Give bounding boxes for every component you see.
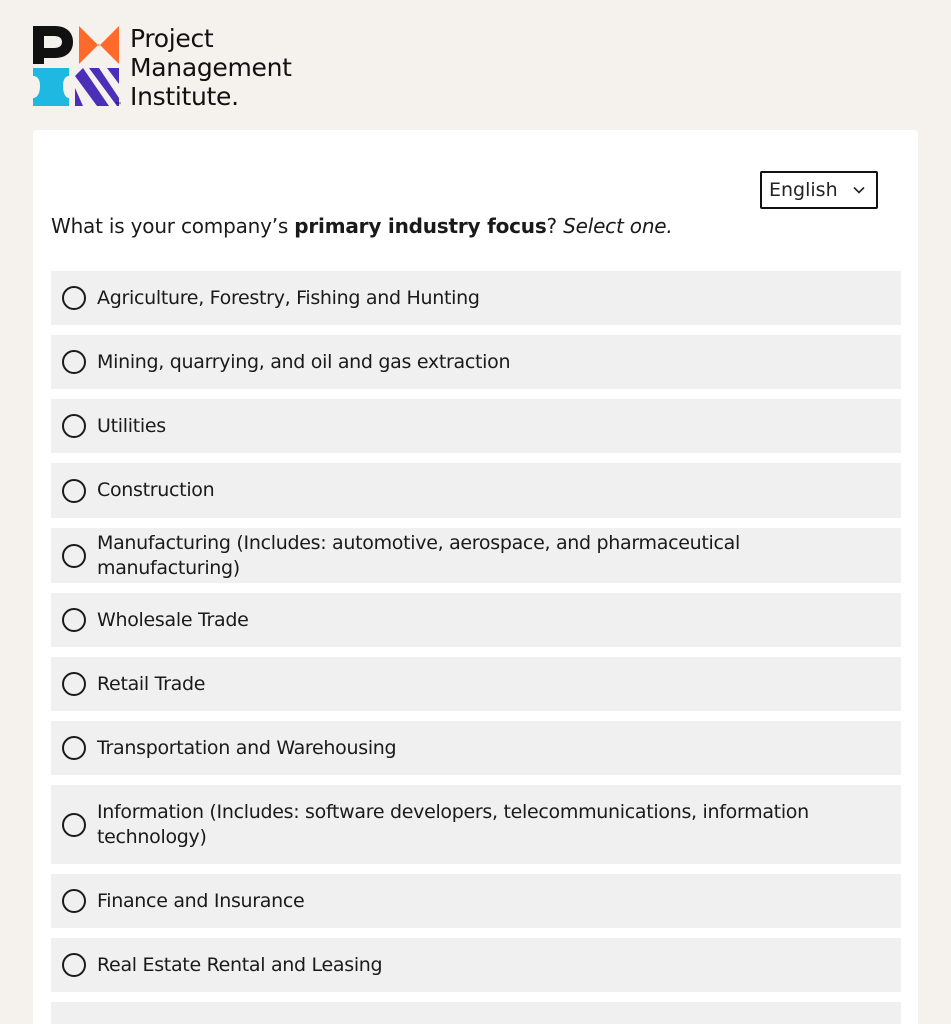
- question-emphasis: primary industry focus: [294, 214, 547, 238]
- radio-button[interactable]: [62, 889, 86, 913]
- trademark-mark: ™: [115, 102, 121, 108]
- radio-button[interactable]: [62, 479, 86, 503]
- option-retail-trade[interactable]: [51, 657, 901, 711]
- option-information[interactable]: [51, 785, 901, 864]
- radio-button[interactable]: [62, 608, 86, 632]
- radio-button[interactable]: [62, 736, 86, 760]
- option-construction[interactable]: [51, 463, 901, 518]
- question-text: [51, 214, 673, 238]
- option-label: Manufacturing (Includes: automotive, aerospace, and pharmaceutical manufacturing): [97, 531, 740, 579]
- option-label: Retail Trade: [97, 672, 206, 695]
- radio-button[interactable]: [62, 350, 86, 374]
- pmi-logo: [33, 22, 292, 111]
- logo-line-2: Management: [130, 53, 292, 82]
- language-select-value: English: [769, 179, 838, 201]
- language-select[interactable]: [760, 171, 878, 209]
- option-manufacturing[interactable]: [51, 528, 901, 583]
- question-suffix: ?: [546, 214, 564, 238]
- pmi-logo-mark: [33, 22, 119, 110]
- chevron-down-icon: [852, 183, 866, 197]
- option-real-estate[interactable]: [51, 938, 901, 992]
- option-label: Finance and Insurance: [97, 889, 305, 912]
- question-prefix: What is your company’s: [51, 214, 295, 238]
- option-transportation[interactable]: [51, 721, 901, 775]
- option-label: Mining, quarrying, and oil and gas extraction: [97, 350, 511, 373]
- logo-line-3: Institute.: [130, 82, 239, 111]
- option-finance-insurance[interactable]: [51, 874, 901, 928]
- option-label: Transportation and Warehousing: [97, 736, 397, 759]
- logo-line-1: Project: [130, 24, 214, 53]
- option-label: Real Estate Rental and Leasing: [97, 953, 383, 976]
- radio-button[interactable]: [62, 544, 86, 568]
- option-utilities[interactable]: [51, 399, 901, 453]
- option-label: Agriculture, Forestry, Fishing and Hunting: [97, 286, 480, 309]
- option-mining[interactable]: [51, 335, 901, 389]
- survey-card: [33, 130, 918, 1024]
- option-label: Construction: [97, 479, 215, 501]
- option-label: Wholesale Trade: [97, 608, 249, 631]
- option-wholesale-trade[interactable]: [51, 593, 901, 647]
- option-label: Utilities: [97, 414, 166, 437]
- radio-button[interactable]: [62, 813, 86, 837]
- question-instruction: Select one.: [563, 214, 673, 238]
- radio-button[interactable]: [62, 953, 86, 977]
- option-agriculture[interactable]: [51, 271, 901, 325]
- radio-button[interactable]: [62, 286, 86, 310]
- industry-options: [51, 271, 901, 1024]
- option-next-partial[interactable]: [51, 1002, 901, 1024]
- radio-button[interactable]: [62, 414, 86, 438]
- pmi-logo-text: [130, 24, 292, 111]
- radio-button[interactable]: [62, 672, 86, 696]
- option-label: Information (Includes: software developers, telecommunications, information technology): [97, 800, 809, 848]
